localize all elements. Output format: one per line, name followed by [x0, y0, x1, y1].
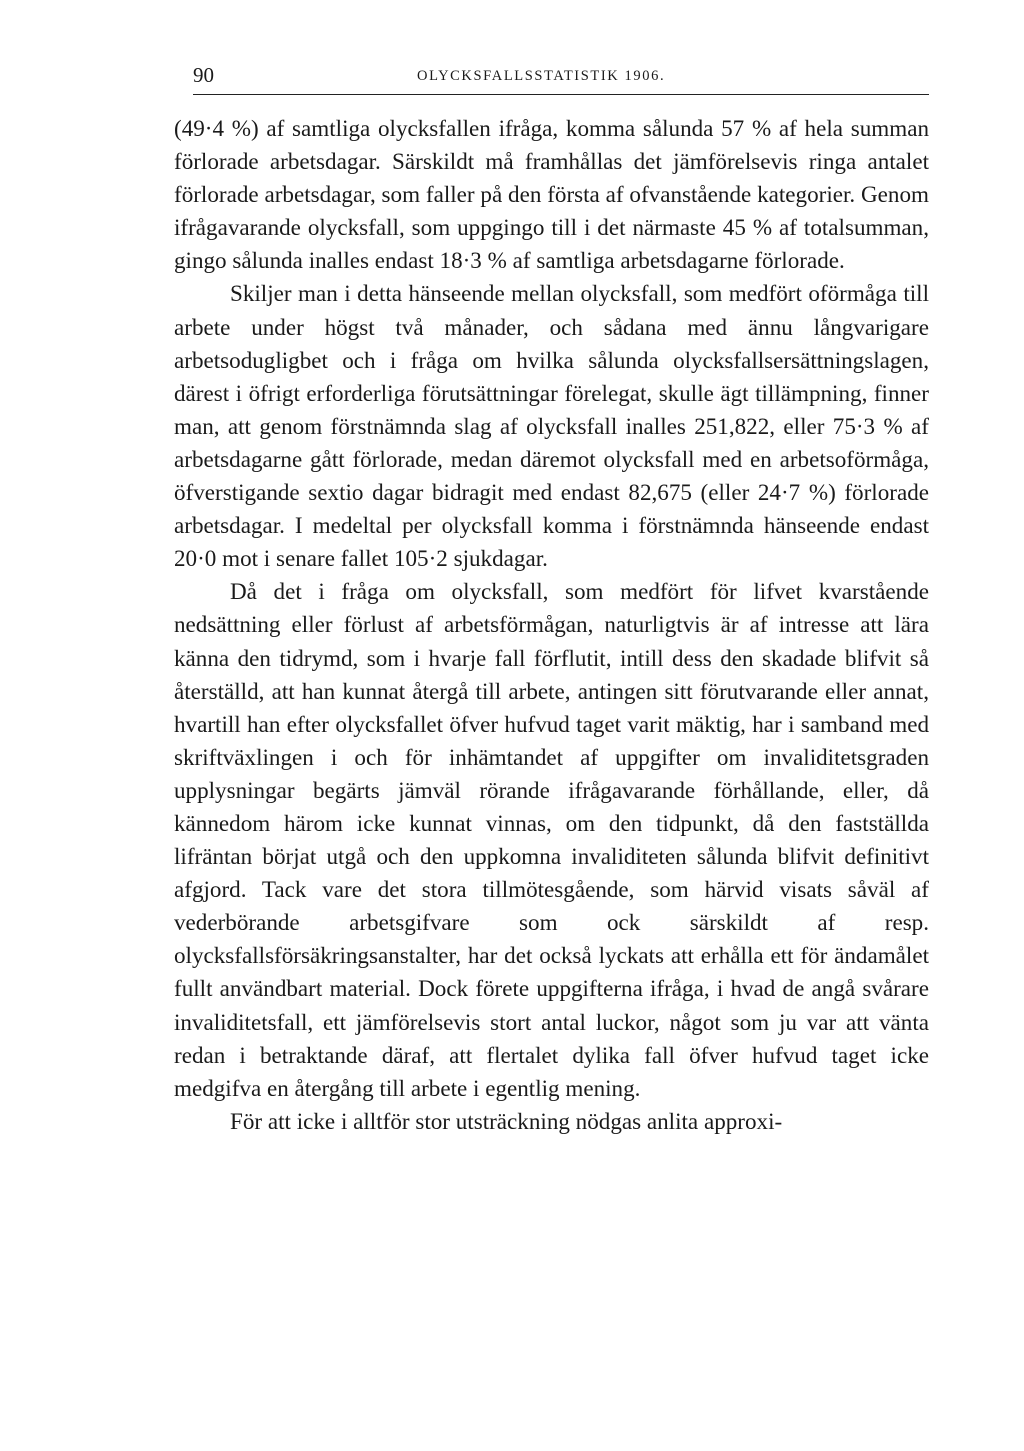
page-header — [193, 62, 929, 92]
running-title: OLYCKSFALLSSTATISTIK 1906. — [417, 68, 666, 84]
header-rule — [193, 94, 929, 95]
body-text — [174, 112, 929, 1138]
paragraph-1: (49·4 %) af samtliga olycksfallen ifråga, komma sålunda 57 % af hela summan förlorade arbetsdagar. Särskildt må framhållas det jämförelsevis ringa antalet förlorade arbetsdagar, som faller på den första af ofvanstående kategorier. Genom ifrågavarande olycksfall, som uppgingo till i det närmaste 45 % af totalsumman, gingo sålunda inalles endast 18·3 % af samtliga arbetsdagarne förlorade. — [174, 115, 929, 274]
paragraph-3: Då det i fråga om olycksfall, som medfört för lifvet kvarstående nedsättning eller förlust af arbetsförmågan, naturligtvis är af intresse att lära känna den tidrymd, som i hvarje fall förflutit, intill dess den skadade blifvit så återställd, att han kunnat återgå till arbete, antingen sitt förutvarande eller annat, hvartill han efter olycksfallet öfver hufvud taget varit mäktig, har i samband med skriftväxlingen i och för inhämtandet af uppgifter om invaliditetsgraden upplysningar begärts jämväl rörande ifrågavarande förhållande, eller, då kännedom härom icke kunnat vinnas, om den tidpunkt, då den fastställda lifräntan börjat utgå och den uppkomna invaliditeten sålunda blifvit definitivt afgjord. Tack vare det stora tillmötesgående, som härvid visats såväl af vederbörande arbetsgifvare som ock särskildt af resp. olycksfallsförsäkringsanstalter, har det också lyckats att erhålla ett för ändamålet fullt användbart material. Dock förete uppgifterna ifråga, i hvad de angå svårare invaliditetsfall, ett jämförelsevis stort antal luckor, något som ju var att vänta redan i betraktande däraf, att flertalet dylika fall öfver hufvud taget icke medgifva en återgång till arbete i egentlig mening. — [174, 578, 929, 1101]
paragraph-2: Skiljer man i detta hänseende mellan olycksfall, som medfört oförmåga till arbete under högst två månader, och sådana med ännu långvarigare arbetsodugligbet och i fråga om hvilka sålunda olycksfallsersättningslagen, därest i öfrigt erforderliga förutsättningar förelegat, skulle ägt tillämpning, finner man, att genom förstnämnda slag af olycksfall inalles 251,822, eller 75·3 % af arbetsdagarne gått förlorade, medan däremot olycksfall med en arbetsoförmåga, öfverstigande sextio dagar bidragit med endast 82,675 (eller 24·7 %) förlorade arbetsdagar. I medeltal per olycksfall komma i förstnämnda hänseende endast 20·0 mot i senare fallet 105·2 sjukdagar. — [174, 280, 929, 572]
paragraph-4: För att icke i alltför stor utsträckning nödgas anlita approxi- — [230, 1107, 783, 1134]
page-number: 90 — [193, 63, 214, 87]
